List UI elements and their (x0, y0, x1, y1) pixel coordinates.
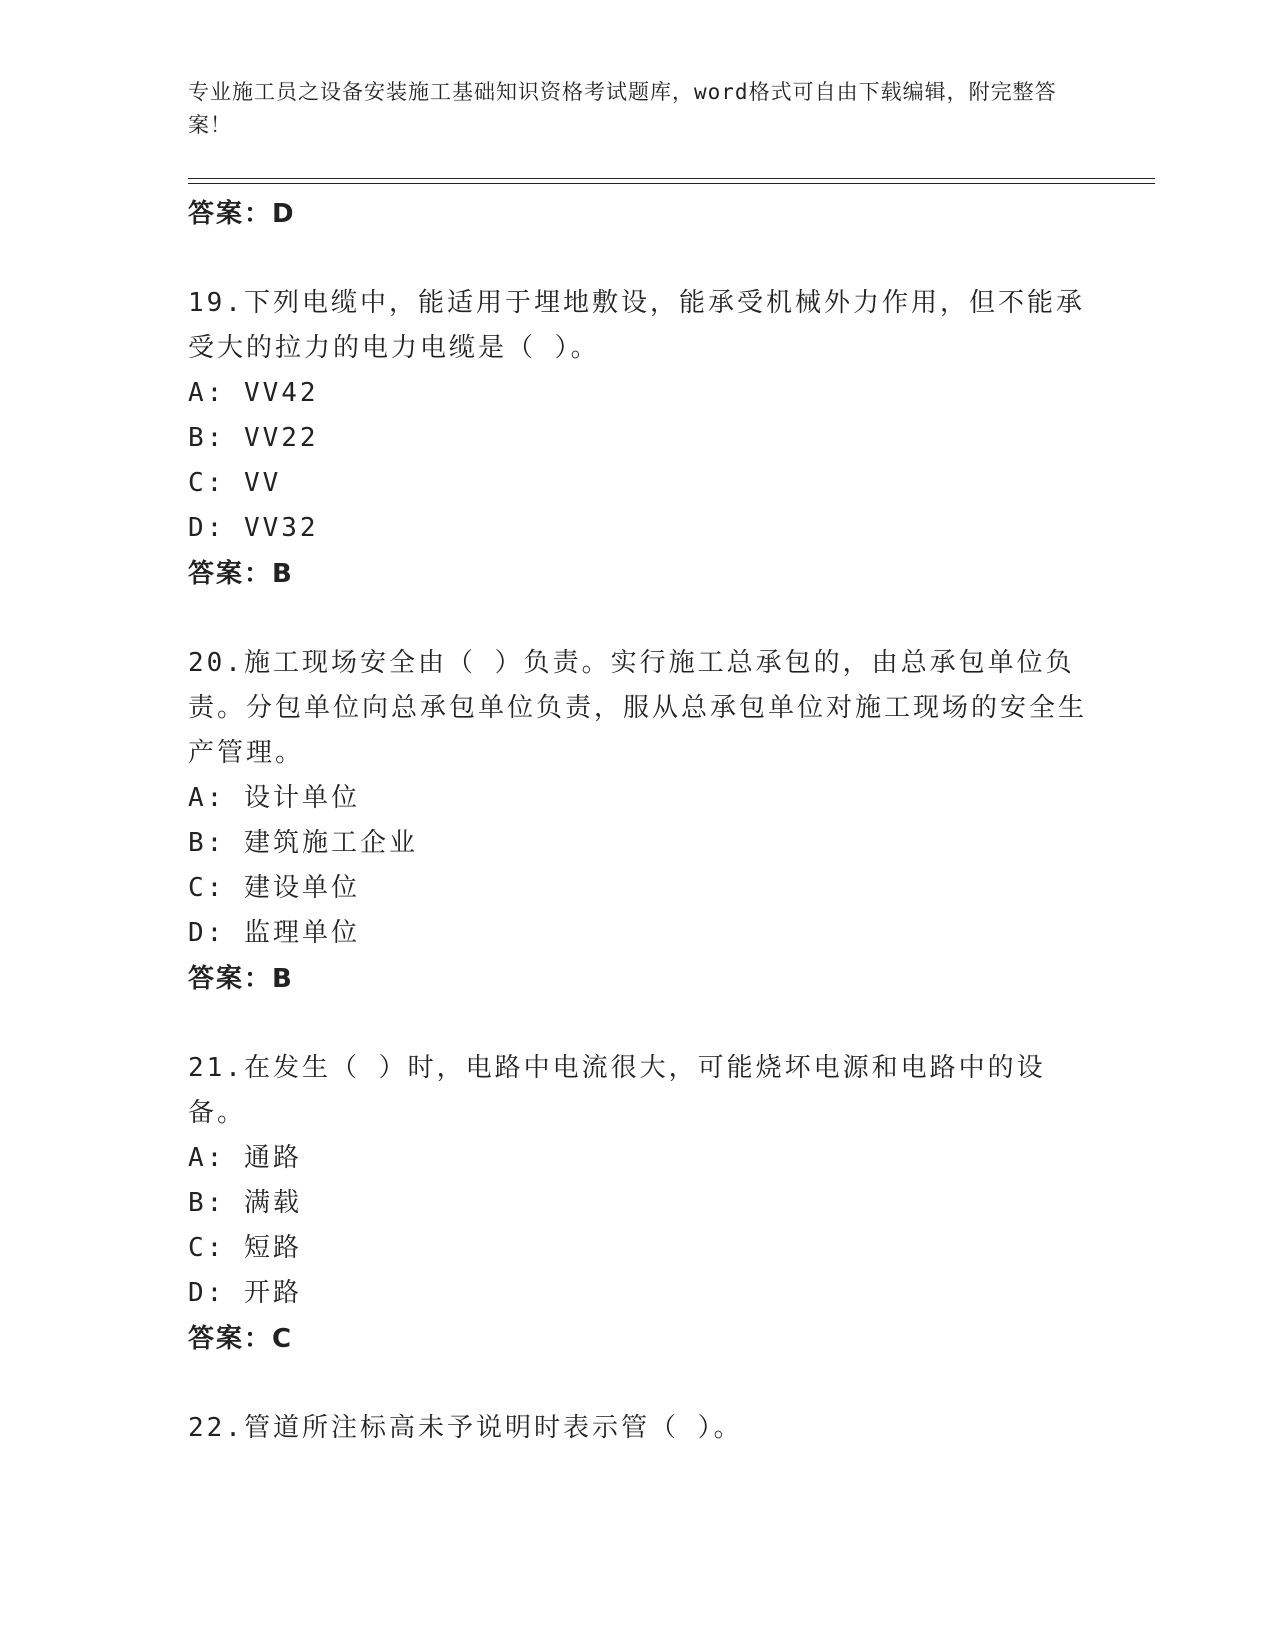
question-19 (188, 281, 1088, 597)
option-c: C: VV (188, 468, 282, 498)
question-22 (188, 1406, 1088, 1451)
option-a: A: 通路 (188, 1143, 302, 1173)
question-21 (188, 1046, 1088, 1362)
question-list (188, 188, 1088, 1451)
question-20 (188, 641, 1088, 1002)
question-stem: 20.施工现场安全由（ ）负责。实行施工总承包的，由总承包单位负责。分包单位向总承包单位负责，服从总承包单位对施工现场的安全生产管理。 (188, 648, 1088, 768)
answer-line: 答案：B (188, 559, 294, 589)
option-d: D: VV32 (188, 513, 319, 543)
option-c: C: 短路 (188, 1233, 302, 1263)
question-stem: 19.下列电缆中，能适用于埋地敷设，能承受机械外力作用，但不能承受大的拉力的电力电缆是（ ）。 (188, 288, 1085, 363)
answer-line: 答案：C (188, 1324, 294, 1354)
option-d: D: 开路 (188, 1278, 302, 1308)
option-d: D: 监理单位 (188, 918, 360, 948)
option-a: A: VV42 (188, 378, 319, 408)
document-header: 专业施工员之设备安装施工基础知识资格考试题库，word格式可自由下载编辑，附完整答案！ (188, 80, 1057, 137)
option-b: B: 满载 (188, 1188, 302, 1218)
question-stem: 22.管道所注标高未予说明时表示管（ ）。 (188, 1413, 743, 1443)
option-b: B: VV22 (188, 423, 319, 453)
option-b: B: 建筑施工企业 (188, 828, 418, 858)
question-stem: 21.在发生（ ）时，电路中电流很大，可能烧坏电源和电路中的设备。 (188, 1053, 1046, 1128)
option-a: A: 设计单位 (188, 783, 360, 813)
header-rule-bottom (188, 183, 1155, 184)
answer-line: 答案：B (188, 964, 294, 994)
header-rule-top (188, 178, 1155, 179)
option-c: C: 建设单位 (188, 873, 360, 903)
answer-line: 答案：D (188, 199, 296, 229)
